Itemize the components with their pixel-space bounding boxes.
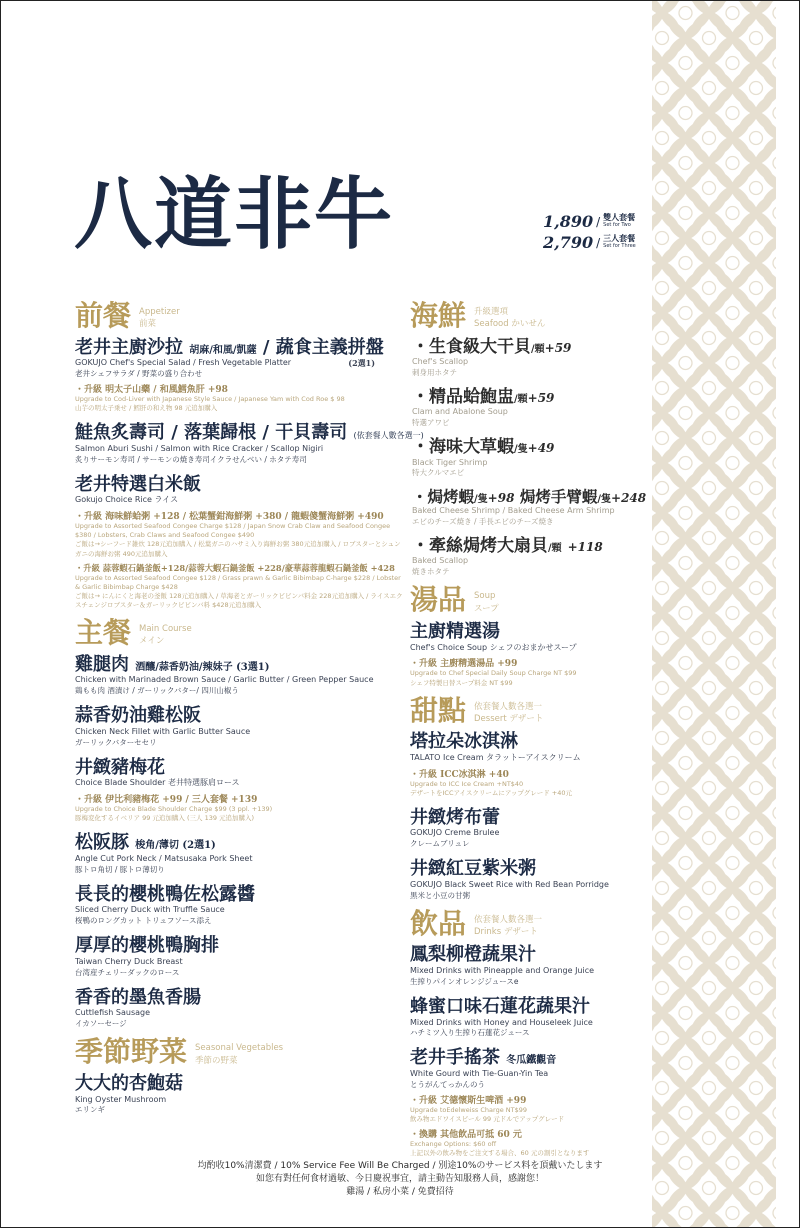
dish-en: Choice Blade Shoulder 老井特選豚肩ロース: [75, 778, 240, 788]
price-set-three: 2,790 / 三人套餐 Set for Three: [543, 233, 636, 252]
dish-title-2: 焗烤手臂蝦: [519, 486, 598, 506]
price: +59: [527, 390, 555, 405]
dish-duck-truffle: [75, 884, 405, 927]
dish-title: 長長的櫻桃鴨佐松露醬: [75, 883, 255, 905]
upgrade-en: Upgrade to Choice Blade Shoulder Charge $99 (3 ppl. +139): [75, 805, 273, 814]
dish-title: 雞腿肉: [75, 653, 129, 675]
dish-title: ・精品蛤鮑盅: [412, 386, 514, 407]
upgrade-option: ・升級 海味鮮蛤粥 +128 / 松葉蟹鉗海鮮粥 +380 / 龍蝦傻蟹海鮮粥 +490: [75, 512, 384, 523]
price: +118: [567, 540, 603, 555]
unit: /顆: [514, 393, 528, 405]
dish-title: 鳳梨柳橙蔬果汁: [410, 944, 536, 966]
price: +98: [487, 490, 515, 505]
unit: /隻: [514, 444, 528, 456]
upgrade-option: ・升級 艾德懷斯生啤酒 +99: [410, 1096, 527, 1106]
dish-chicken-neck: [75, 705, 405, 748]
dish-jp: クレームブリュレ: [410, 839, 470, 849]
dish-en: King Oyster Mushroom: [75, 1094, 167, 1104]
section-drinks: [410, 906, 660, 940]
dish-en: Black Tiger Shrimp: [412, 457, 488, 467]
section-sub-en: Main Course: [139, 623, 192, 634]
section-sub-jp: 季節の野菜: [195, 1055, 238, 1066]
section-sub-jp: 前菜: [139, 319, 157, 330]
dish-options: 酒釀/蒜香奶油/辣妹子 (3選1): [135, 661, 270, 673]
dish-options: 冬瓜鐵觀音: [506, 1055, 557, 1067]
dish-title: 大大的杏鮑菇: [75, 1072, 183, 1094]
dish-jp: 黒米と小豆の甘粥: [410, 890, 470, 900]
dish-en: Sliced Cherry Duck with Truffle Sauce: [75, 905, 225, 915]
dish-title: 井緻紅豆紫米粥: [410, 858, 536, 880]
price-set-two: 1,890 / 雙人套餐 Set for Two: [543, 212, 636, 231]
dish-jp: 桜鴨のロングカット トリュフソース添え: [75, 916, 212, 926]
section-sub-2: Drinks デザート: [474, 927, 538, 938]
menu-title: 八道非牛: [74, 169, 395, 260]
dish-en: Salmon Aburi Sushi / Salmon with Rice Cracker / Scallop Nigiri: [75, 443, 324, 453]
seafood-item: [412, 536, 660, 577]
section-sub-en: Soup: [474, 591, 496, 602]
dish-jp: 台湾産チェリーダックのロース: [75, 967, 180, 977]
upgrade-jp: ご飯は→ にんにくと海老の釜飯 128元追加購入 / 草海老とガーリックビビンバ料金 228元追加購入 / ライスエクスチェンジロブスター＆ガーリックビビンバ料 $428元追加購入: [75, 591, 403, 609]
upgrade-option: ・升級 主廚精選湯品 +99: [410, 659, 518, 670]
dish-title: ・牽絲焗烤大扇貝: [412, 536, 548, 557]
dish-title: ・焗烤蝦: [412, 486, 475, 506]
seafood-item: [412, 437, 660, 478]
dish-jp: 特選アワビ: [412, 418, 450, 428]
dish-options: 梭角/薄切 (2選1): [135, 840, 216, 852]
dish-en: Cuttlefish Sausage: [75, 1008, 151, 1018]
drink-item: [410, 1047, 660, 1158]
dish-rice-porridge: [410, 858, 660, 901]
price-label: 三人套餐: [603, 234, 636, 244]
dish-en: Baked Scallop: [412, 556, 469, 566]
dish-sushi: [75, 422, 424, 465]
upgrade-en: Upgrade toEdelweiss Charge NT$99: [410, 1106, 528, 1114]
dish-en: Taiwan Cherry Duck Breast: [75, 956, 183, 966]
section-heading: 季節野菜: [75, 1035, 188, 1069]
section-seasonal-vegetables: [75, 1035, 405, 1069]
dish-title: 老井特選白米飯: [75, 473, 201, 495]
dish-title: ・生食級大干貝: [412, 336, 531, 357]
dish-en: Mixed Drinks with Honey and Houseleek Juice: [410, 1017, 593, 1027]
price-label: 雙人套餐: [603, 213, 636, 223]
dish-en: Chef's Choice Soup シェフのおまかせスープ: [410, 642, 577, 652]
exchange-en: Exchange Options: $60 off: [410, 1140, 497, 1149]
price: +59: [544, 340, 572, 355]
dish-salad: [75, 337, 405, 414]
price-amount: 2,790: [543, 233, 594, 252]
section-sub-1: 依套餐人數各選一: [474, 701, 543, 712]
dish-jp: ハチミツ入り生搾り石蓮花ジュース: [410, 1028, 530, 1038]
dish-title: 老井主廚沙拉: [75, 336, 183, 358]
section-sub-jp: メイン: [139, 636, 165, 647]
dish-duck-breast: [75, 935, 405, 978]
dish-pork-shoulder: [75, 757, 405, 824]
dish-en: Chicken Neck Fillet with Garlic Butter Sauce: [75, 726, 251, 736]
section-sub-2: Dessert デザート: [474, 713, 544, 724]
section-heading: 飲品: [410, 906, 467, 940]
dish-creme-brulee: [410, 807, 660, 850]
dish-jp: 鶏もも肉 酒漬け / ガーリックバター/ 四川山椒う: [75, 686, 239, 695]
seafood-item: [412, 337, 660, 378]
dish-title: 井緻豬梅花: [75, 756, 165, 778]
section-heading: 甜點: [410, 693, 467, 727]
dish-title: 塔拉朵冰淇淋: [410, 731, 518, 753]
left-column: [75, 299, 424, 1124]
drink-item: [410, 996, 660, 1039]
dish-title: 蜂蜜口味石蓮花蔬果汁: [410, 995, 590, 1017]
upgrade-jp: 飲み物エドワイスビール 99 元ドルでアップグレード: [410, 1115, 565, 1124]
dish-jp: 炙りサーモン寿司 / サーモンの焼き寿司イクラせんべい / ホタテ寿司: [75, 454, 307, 464]
dish-en: Baked Cheese Shrimp / Baked Cheese Arm Shrimp: [412, 506, 615, 516]
dish-pork-neck: [75, 832, 405, 875]
section-heading: 前餐: [75, 299, 132, 332]
exchange-jp: 上記以外の飲み物をご注文する場合、60 元の割引となります: [410, 1149, 590, 1158]
upgrade-jp: シェフ特製日替スープ料金 NT $99: [410, 678, 513, 687]
dish-jp: 豚トロ角切 / 豚トロ薄切り: [75, 864, 165, 874]
section-soup: [410, 583, 660, 617]
dish-en: Chef's Scallop: [412, 357, 469, 367]
dish-title: 厚厚的櫻桃鴨胸排: [75, 935, 219, 957]
dish-en: GOKUJO Creme Brulee: [410, 828, 500, 838]
dish-king-oyster: [75, 1073, 405, 1116]
unit: /顆: [531, 343, 545, 355]
dish-jp: エビのチーズ焼き / 手長エビのチーズ焼き: [412, 516, 554, 526]
complimentary-note: 雞湯 / 私房小菜 / 免費招待: [346, 1187, 454, 1198]
section-sub-en: Appetizer: [139, 307, 180, 317]
upgrade-option: ・升級 明太子山藥 / 和風鱈魚肝 +98: [75, 385, 228, 396]
dish-jp: ガーリックバターセセリ: [75, 737, 157, 747]
dish-title: ・海味大草蝦: [412, 437, 514, 458]
dish-en: Chicken with Marinaded Brown Sauce / Garlic Butter / Green Pepper Sauce: [75, 675, 374, 685]
dish-cuttlefish-sausage: [75, 987, 405, 1030]
dish-soup: [410, 621, 660, 688]
dish-choose: (2選1): [348, 358, 375, 369]
upgrade-en: Upgrade to Assorted Seafood Congee Charge $128 / Japan Snow Crab Claw and Seafood Congee $380 / Lobsters, Crab Claws and Seafood Congee $490: [75, 522, 391, 540]
dish-chicken: [75, 654, 405, 697]
dish-en: Clam and Abalone Soup: [412, 407, 508, 417]
price-amount: 1,890: [543, 212, 594, 231]
section-sub-en: Seasonal Vegetables: [195, 1043, 284, 1054]
dish-title: 香香的墨魚香腸: [75, 986, 201, 1008]
price-label-en: Set for Two: [603, 222, 631, 229]
right-column: [410, 299, 660, 1167]
dish-en: GOKUJO Black Sweet Rice with Red Bean Porridge: [410, 879, 609, 889]
upgrade-option: ・升級 伊比利豬梅花 +99 / 三人套餐 +139: [75, 795, 258, 806]
section-heading: 海鮮: [410, 299, 467, 332]
upgrade-jp: ご飯は→シーフード雑炊 128元追加購入 / 松葉ガニのハサミ入り海鮮お粥 380元追加購入 / ロブスターとシュンガニの海鮮お粥 490元追加購入: [75, 540, 401, 558]
dish-jp: とうがんてっかんのう: [410, 1079, 485, 1089]
section-sub-1: 升級選項: [474, 307, 509, 317]
dish-note: (依套餐人數各選一): [353, 431, 424, 441]
footer-notes: [0, 1160, 800, 1199]
dish-title: 鮭魚炙壽司 / 落葉歸根 / 干貝壽司: [75, 422, 348, 444]
dish-jp: 特大クルマエビ: [412, 468, 465, 478]
dish-jp: 老井シェフサラダ / 野菜の盛り合わせ: [75, 369, 203, 379]
section-heading: 主餐: [75, 615, 132, 649]
price: +49: [527, 441, 555, 456]
upgrade-option: ・升級 蒜蓉蝦石鍋釜飯+128/蒜蓉大蝦石鍋釜飯 +228/豪華蒜蓉龍蝦石鍋釜飯 +428: [75, 562, 395, 573]
dish-title: 井緻烤布蕾: [410, 806, 500, 828]
upgrade-en: Upgrade to Assorted Seafood Congee $128 / Grass prawn & Garlic Bibimbap C-harge $228 / Lobster & Garlic Bibimbap Charge $428: [75, 573, 401, 591]
price: +248: [611, 490, 647, 505]
dish-en: Gokujo Choice Rice ライス: [75, 495, 179, 505]
exchange-option: ・換購 其他飲品可抵 60 元: [410, 1130, 522, 1141]
dish-rice: [75, 474, 405, 610]
section-dessert: [410, 693, 660, 727]
section-appetizer: [75, 299, 405, 332]
seafood-item: [412, 387, 660, 428]
dish-ice-cream: [410, 731, 660, 798]
dish-jp: 焼きホタテ: [412, 567, 450, 577]
dish-title: 老井手搖茶: [410, 1047, 500, 1069]
dish-title-b: / 蔬食主義拼盤: [262, 336, 384, 358]
upgrade-option: ・升級 ICC冰淇淋 +40: [410, 769, 509, 780]
dish-en: Angle Cut Pork Neck / Matsusaka Pork Sheet: [75, 853, 253, 863]
dish-title: 蒜香奶油雞松阪: [75, 705, 201, 727]
section-sub-1: 依套餐人數各選一: [474, 914, 543, 925]
dish-en: Mixed Drinks with Pineapple and Orange Juice: [410, 966, 595, 976]
section-heading: 湯品: [410, 583, 467, 617]
drink-item: [410, 944, 660, 987]
dish-jp: 生搾りパインオレンジジュースe: [410, 976, 519, 986]
section-sub-jp: スープ: [474, 603, 499, 614]
section-main-course: [75, 615, 405, 649]
dish-title: 主廚精選湯: [410, 621, 500, 643]
dish-title: 松阪豚: [75, 832, 129, 854]
dish-jp: エリンギ: [75, 1105, 105, 1115]
decorative-pattern: [652, 0, 776, 1228]
dish-jp: 刺身用ホタテ: [412, 367, 457, 377]
unit: /顆: [548, 543, 562, 555]
section-seafood: [410, 299, 660, 332]
service-fee-note: 均酌收10%清潔費 / 10% Service Fee Will Be Charged / 別途10%のサービス料を頂戴いたします: [197, 1161, 603, 1171]
upgrade-en: Upgrade to Chef Special Daily Soup Charge NT $99: [410, 669, 577, 678]
upgrade-en: Upgrade to ICC Ice Cream +NT$40: [410, 779, 524, 788]
upgrade-jp: 山芋の明太子乗せ / 鱈肝の和え物 98 元追加購入: [75, 404, 218, 413]
seafood-item: [412, 488, 660, 528]
dish-options: 胡麻/和風/凱薩: [189, 344, 257, 356]
allergy-note: 如您有對任何食材過敏、今日慶祝事宜，請主動告知服務人員，感謝您！: [255, 1174, 544, 1185]
unit: /隻: [474, 493, 488, 505]
dish-en: TALATO Ice Cream タラットーアイスクリーム: [410, 752, 581, 762]
dish-en: GOKUJO Chef's Special Salad / Fresh Vegetable Platter: [75, 358, 292, 368]
unit: /隻: [597, 493, 612, 505]
dish-en: White Gourd with Tie-Guan-Yin Tea: [410, 1069, 549, 1079]
upgrade-en: Upgrade to Cod-Liver with Japanese Style Sauce / Japanese Yam with Cod Roe $ 98: [75, 395, 345, 404]
upgrade-jp: デザートをICCアイスクリームにアップグレード +40元: [410, 788, 572, 797]
dish-jp: イカソーセージ: [75, 1019, 127, 1029]
section-sub-2: Seafood かいせん: [474, 319, 546, 330]
upgrade-jp: 豚梅変化するイベリア 99 元追加購入 (三人 139 元追加購入): [75, 814, 255, 823]
price-label-en: Set for Three: [603, 243, 636, 250]
